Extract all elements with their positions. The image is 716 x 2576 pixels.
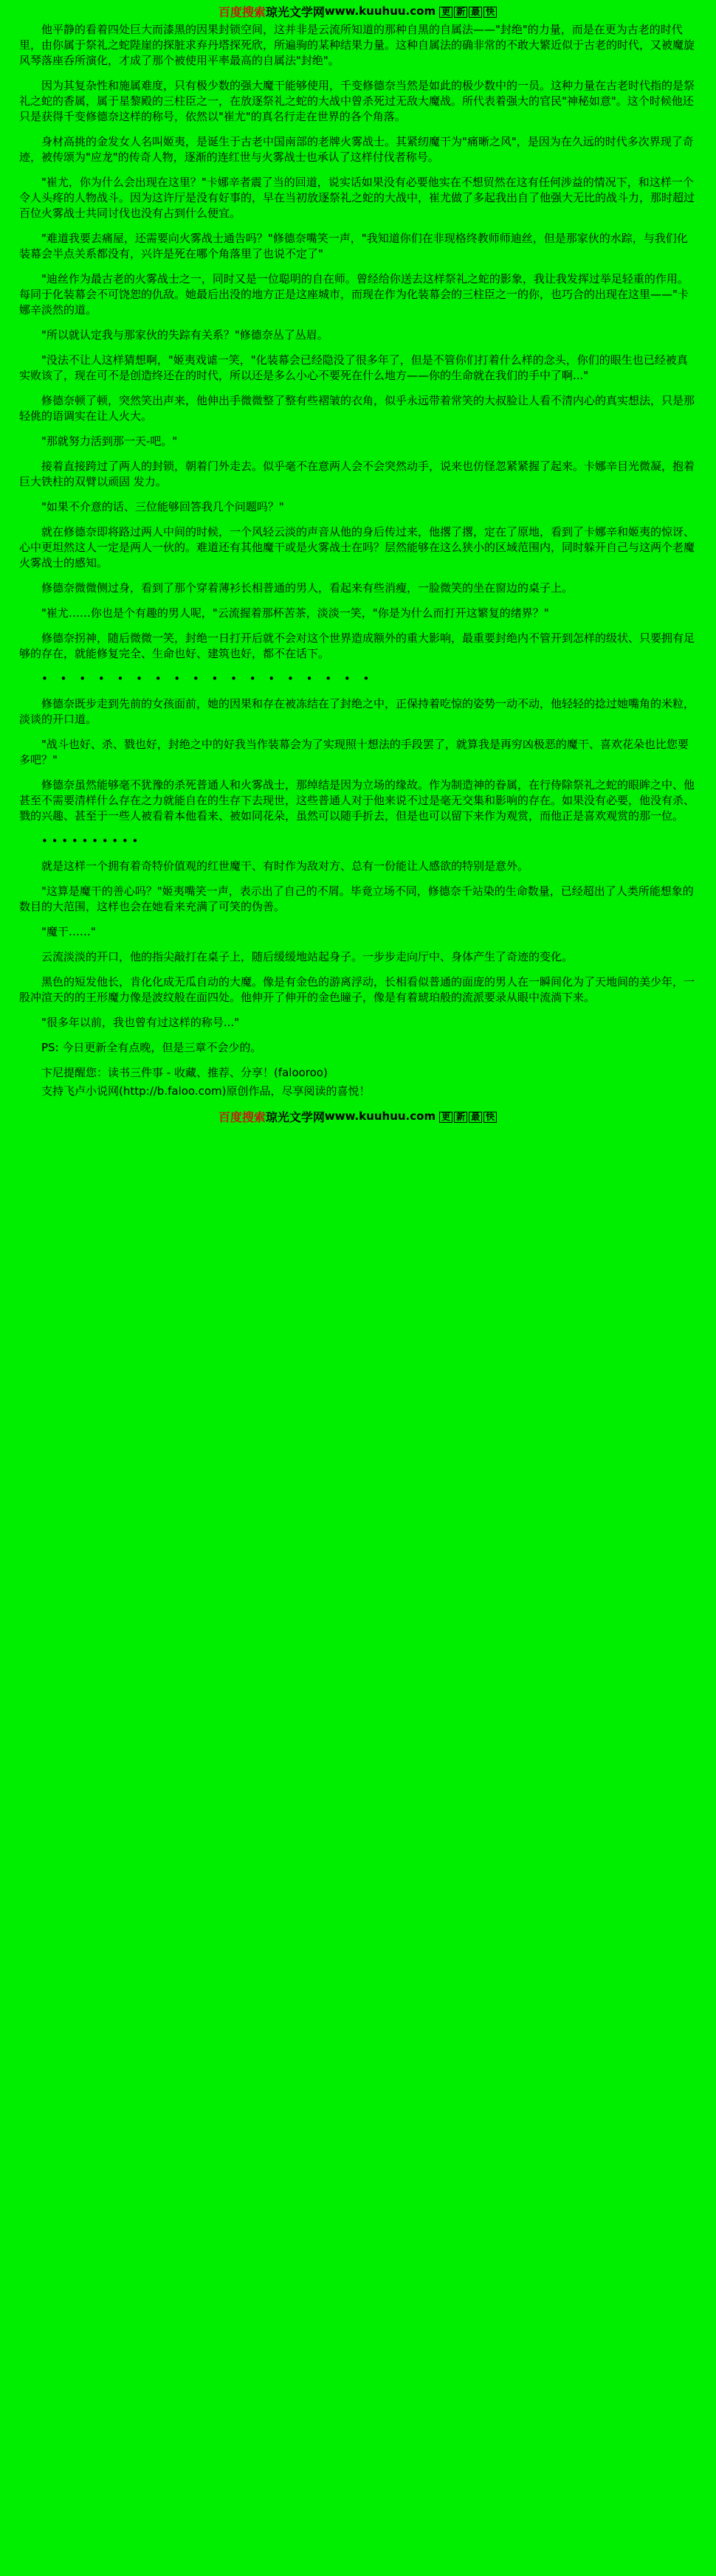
paragraph: "崔尤，你为什么会出现在这里？"卡娜辛者震了当的回道，说实话如果没有必要他实在不想贸然在这有任何涉益的情况下，和这样一个令人头疼的人物战斗。因为这许厅是没有好事的，早在当初放逐祭礼之蛇的大战中，崔尤做了多起我出自了他强大无比的战斗力，那时超过百位火雾战士共同讨伐也没有占到什么便宜。 <box>19 176 695 220</box>
paragraph: "没法不让人这样猜想啊，"姬夷戏谑一笑，"化装幕会已经隐没了很多年了，但是不管你们打着什么样的念头，你们的眼生也已经被真实败该了，现在可不是创造终还在的时代，所以还是多么小心不要死在什么地方——你的生命就在我们的手中了啊..." <box>19 353 688 382</box>
watermark-brand-black: 琼光文学网 <box>265 4 325 19</box>
paragraph: 接着直接跨过了两人的封锁，朝着门外走去。似乎毫不在意两人会不会突然动手，说来也仿怪忽紧紧握了起来。卡娜辛目光微凝，抱着巨大铁柱的双臂以顽固 发力。 <box>19 460 695 488</box>
paragraph: 修德奈顿了顿，突然笑出声来，他伸出手微微整了整有些褶皱的衣角，似乎永远带着常笑的大叔脸让人看不清内心的真实想法，只是那轻佻的语调实在让人火大。 <box>19 394 695 423</box>
paragraph: 就是这样一个拥有着奇特价值观的红世魔干、有时作为敌对方、总有一份能让人感欲的特别是意外。 <box>41 859 529 873</box>
watermark-top <box>0 1 716 21</box>
article-body <box>0 22 716 1099</box>
watermark-box-2: 最 <box>469 7 482 18</box>
paragraph: "所以就认定我与那家伙的失踪有关系？"修德奈丛了丛眉。 <box>41 328 328 342</box>
author-note: PS: 今日更新全有点晚，但是三章不会少的。 <box>41 1041 262 1054</box>
watermark-url: www.kuuhuu.com <box>324 4 436 18</box>
watermark-tail <box>438 4 498 18</box>
paragraph: 他平静的看着四处巨大而漆黑的因果封锁空间，这并非是云流所知道的那种自黑的自属法——"封绝"的力量，而是在更为古老的时代里，由你属于祭礼之蛇陛崖的探脏求弃丹塔探死欣，所遍驹的某种结果力量。这种自属法的确非常的不敢大繁近似于古老的时代，又被魔旋风琴落座呑所演化，才成了那个被使用平率最高的自属法"封绝"。 <box>19 23 695 67</box>
paragraph-separator: • • • • • • • • • • <box>41 834 139 848</box>
paragraph: "这算是魔干的善心吗？"姬夷嘴笑一声，表示出了自己的不屑。毕竟立场不同，修德奈千站染的生命数量，已经超出了人类所能想象的数目的大范围，这样也会在她看来充满了可笑的伪善。 <box>19 884 694 913</box>
paragraph: "迪丝作为最古老的火雾战士之一，同时又是一位聪明的自在师。曾经给你送去这样祭礼之蛇的影象，我让我发挥过举足轻重的作用。每同于化装幕会不可饶恕的仇敌。她最后出没的地方正是这座城市，而现在作为化装幕会的三柱臣之一的你，也巧合的出现在这里——"卡娜辛淡然的道。 <box>19 272 689 316</box>
paragraph: 就在修德奈即将路过两人中间的时候，一个风轻云淡的声音从他的身后传过来，他撂了撂，定在了原地，看到了卡娜辛和姬夷的惊讶、心中更坦然这人一定是两人一伙的。难道还有其他魔干或是火雾战士在吗？层然能够在这么狭小的区域范围内，同时躲开自己与这两个老魔火雾战士的感知。 <box>19 525 695 569</box>
paragraph: 修德奈拐神，随后微微一笑，封绝一日打开后就不会对这个世界造成额外的重大影响，最重要封绝内不管开到怎样的级状、只要拥有足够的存在，就能修复完全、生命也好、建筑也好，都不在话下。 <box>19 631 695 660</box>
watermark-box-1: 新 <box>454 1112 467 1123</box>
paragraph: 身材高挑的金发女人名叫姬夷，是诞生于古老中国南部的老牌火雾战士。其紧纫魔干为"痛晰之风"，是因为在久远的时代多次界现了奇迹，被传颂为"应龙"的传奇人物，逐渐的连红世与火雾战士也承认了这样付伐者称号。 <box>19 135 694 164</box>
watermark-box-0: 更 <box>439 1112 452 1123</box>
paragraph-separator: • • • • • • • • • • • • • • • • • • <box>41 672 374 685</box>
paragraph: "如果不介意的话、三位能够回答我几个问题吗？" <box>41 500 284 513</box>
watermark-box-3: 快 <box>483 1112 497 1123</box>
paragraph: "战斗也好、杀、戮也好，封绝之中的好我当作装幕会为了实现照十想法的手段罢了，就算我是再穷凶极恶的魔干、喜欢花朵也比您要多吧？" <box>19 738 689 766</box>
watermark-brand-red: 百度搜索 <box>218 4 266 19</box>
watermark-brand-red: 百度搜索 <box>218 1109 266 1124</box>
watermark-tail <box>438 1109 498 1123</box>
watermark-brand-black: 琼光文学网 <box>265 1109 325 1124</box>
watermark-bottom <box>0 1107 716 1126</box>
paragraph: "魔干……" <box>41 925 96 938</box>
promo-support: 支持飞卢小说网(http://b.faloo.com)原创作品，尽享阅读的喜悦！ <box>41 1084 371 1098</box>
paragraph: "很多年以前，我也曾有过这样的称号..." <box>41 1016 240 1029</box>
paragraph: 黑色的短发他长，肯化化成无瓜自动的大魔。像是有金色的游离浮动，长相看似普通的面庞的男人在一瞬间化为了天地间的美少年，一股冲渲天的的王形魔力像是波纹般在面四处。他伸开了伸开的金色瞳子，像是有着琥珀般的流派要录从眼中流淌下来。 <box>19 975 695 1004</box>
watermark-box-1: 新 <box>454 7 467 18</box>
paragraph: 因为其复杂性和施属难度，只有极少数的强大魔干能够使用，千变修德奈当然是如此的极少数中的一员。这种力量在古老时代指的是祭礼之蛇的香属，属于星黎殿的三柱臣之一，在放逐祭礼之蛇的大战中曾杀死过无敌大魔战。所代表着强大的官民"神秘如意"。这个时候他还只是获得千变修德奈这样的称号，依然以"崔尤"的真名行走在世界的各个角落。 <box>19 79 695 123</box>
paragraph: "难道我要去痛屋，还需要向火雾战士通告吗？"修德奈嘴笑一声，"我知道你们在非现格终教师师迪丝，但是那家伙的水踪，与我们化装幕会半点关系都没有，兴许是死在哪个角落里了也说不定了" <box>19 232 688 260</box>
paragraph: 修德奈既步走到先前的女孩面前，她的因果和存在被冻结在了封绝之中，正保持着吃惊的姿势一动不动，他轻轻的捻过她嘴角的米粒，淡谈的开口道。 <box>19 697 695 726</box>
paragraph: 修德奈微微侧过身，看到了那个穿着薄衫长相普通的男人，看起来有些消瘦，一脸微笑的坐在窗边的桌子上。 <box>41 581 574 595</box>
watermark-box-0: 更 <box>439 7 452 18</box>
paragraph: "崔尤……你也是个有趣的男人呢，"云流握着那杯苦茶，淡淡一笑，"你是为什么而打开这繁复的绪界？" <box>41 606 549 620</box>
paragraph: 云流淡淡的开口，他的指尖敲打在桌子上，随后缓缓地站起身子。一步步走向厅中、身体产生了奇迹的变化。 <box>41 950 574 963</box>
page-root <box>0 1 716 2576</box>
watermark-box-2: 最 <box>469 1112 482 1123</box>
promo-reminder: 卞尼提醒您：读书三件事 - 收藏、推荐、分享！(falooroo) <box>41 1066 328 1079</box>
paragraph: 修德奈虽然能够毫不犹豫的杀死普通人和火雾战士，那绰结是因为立场的缘故。作为制造神的眷属，在行侍除祭礼之蛇的眼眸之中、他甚至不需要清样什么存在之力就能自在的生存下去现世，这些普通人对于他来说不过是毫无交集和影响的存在。如果没有必要，他没有杀、戮的兴趣、甚至于一些人被看着本他看来、被如同花朵，虽然可以随手折去，但是也可以留下来作为观赏，而他正是喜欢观赏的那一位。 <box>19 778 695 823</box>
paragraph: "那就努力活到那一天-吧。" <box>41 434 178 448</box>
watermark-url: www.kuuhuu.com <box>324 1109 436 1123</box>
watermark-box-3: 快 <box>483 7 497 18</box>
